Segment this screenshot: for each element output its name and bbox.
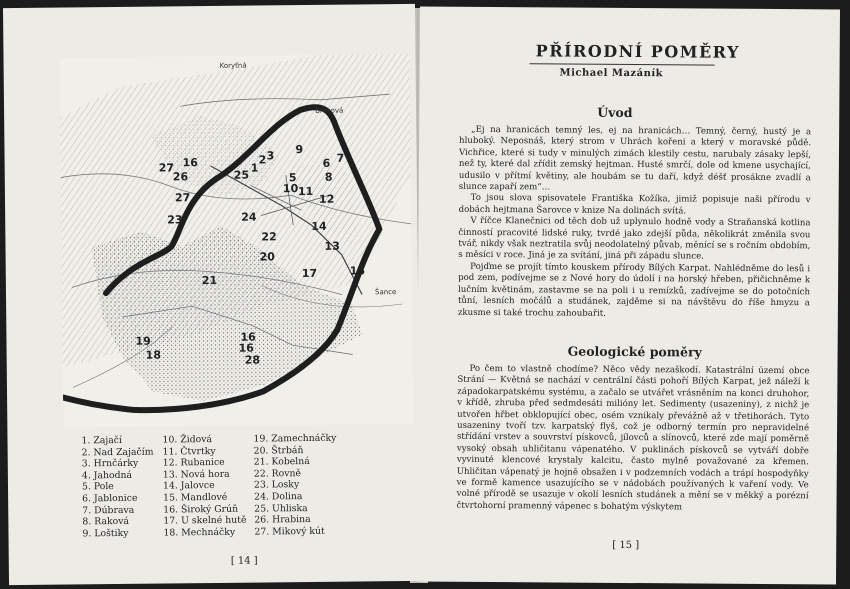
legend-item: 3. Hrnčárky bbox=[81, 457, 139, 470]
left-page bbox=[3, 4, 421, 585]
svg-text:1: 1 bbox=[250, 161, 259, 175]
svg-text:19: 19 bbox=[135, 334, 151, 348]
svg-text:16: 16 bbox=[182, 156, 198, 170]
legend-item: 17. U skelné hutě bbox=[163, 514, 247, 527]
svg-text:27: 27 bbox=[158, 161, 175, 175]
page-number-right: [ 15 ] bbox=[612, 539, 640, 552]
legend-item: 23. Losky bbox=[253, 479, 300, 491]
section-heading-geology: Geologické poměry bbox=[567, 343, 702, 360]
legend-item: 7. Dúbrava bbox=[82, 504, 135, 516]
page-title: PŘÍRODNÍ POMĚRY bbox=[535, 41, 740, 62]
legend-item: 8. Raková bbox=[82, 516, 130, 528]
map-label-korytna: Koryťná bbox=[219, 61, 247, 70]
legend-item: 5. Pole bbox=[81, 481, 114, 493]
svg-text:23: 23 bbox=[167, 213, 183, 227]
legend-item: 15. Mandlové bbox=[163, 491, 228, 504]
paragraph: Pojďme se projít tímto kouskem přírody Bílých Karpat. Nahlédněme do lesů i pod zem, podívejme se z Nové hory do údolí i na horský hřeben, přičichněme k lučním květinám, zastavme se na poli i u remízků, zadívejme se do potočních tůní, lesních močálů a studánek, zajděme si na návštěvu do říše hmyzu a zkusme si také trochu zahoubařit. bbox=[457, 261, 811, 319]
paragraph: „Ej na hranicách temný les, ej na hranicách… Temný, černý, hustý je a hluboký. Neposnáš, který strom v Uhrách kořeni a který v moravské půdě. Vichřice, které si tudy v minulých zimách klestily cestu, narubaly zásaky lepší, než ty, které dal zřídit zemský hejtman. Husté smrčí, dole od kmene usychající, udusilo v přítmí květiny, ale houbám se tu daří, když déšť prosákne zvadlí a slunce zapaří zem“… bbox=[458, 124, 812, 193]
legend-item: 24. Dolina bbox=[254, 491, 303, 503]
svg-text:20: 20 bbox=[259, 250, 275, 264]
svg-text:11: 11 bbox=[297, 184, 314, 199]
legend-item: 20. Štrbáň bbox=[253, 444, 304, 457]
svg-text:5: 5 bbox=[288, 171, 297, 185]
legend-item: 11. Čtvrtky bbox=[162, 445, 216, 458]
svg-text:13: 13 bbox=[324, 239, 340, 253]
svg-text:21: 21 bbox=[201, 273, 218, 288]
svg-text:27: 27 bbox=[174, 191, 191, 205]
author-name: Michael Mazáník bbox=[559, 67, 664, 80]
right-page bbox=[416, 7, 840, 585]
legend-item: 14. Jalovce bbox=[162, 480, 215, 492]
legend-item: 6. Jablonice bbox=[82, 492, 138, 505]
map-legend-column-3 bbox=[253, 433, 337, 538]
legend-item: 1. Zajačí bbox=[81, 434, 123, 447]
map-label-brezova: Březová bbox=[315, 106, 344, 115]
map-legend-column-1 bbox=[81, 435, 154, 540]
legend-item: 19. Zamechnáčky bbox=[253, 432, 337, 445]
legend-item: 2. Nad Zajačím bbox=[81, 446, 154, 458]
svg-text:28: 28 bbox=[244, 353, 261, 367]
svg-text:2: 2 bbox=[258, 153, 267, 167]
legend-item: 18. Mechnáčky bbox=[163, 526, 236, 539]
legend-item: 22. Rovně bbox=[253, 467, 302, 480]
title-divider bbox=[530, 63, 715, 65]
svg-text:16: 16 bbox=[240, 330, 256, 344]
page-number-left: [ 14 ] bbox=[230, 555, 258, 567]
svg-text:6: 6 bbox=[322, 156, 331, 170]
svg-text:16: 16 bbox=[238, 341, 254, 355]
legend-item: 4. Jahodná bbox=[81, 469, 133, 482]
paragraph: To jsou slova spisovatele Františka Kožíka, jimiž popisuje naši přírodu v dobách hejtmana Šarovce v knize Na dolinách svítá. bbox=[458, 193, 811, 217]
legend-item: 26. Hrabina bbox=[254, 514, 311, 526]
svg-text:22: 22 bbox=[261, 230, 277, 244]
svg-text:18: 18 bbox=[145, 348, 162, 362]
legend-item: 12. Rubanice bbox=[162, 457, 225, 469]
legend-item: 27. Mikový kút bbox=[254, 525, 325, 538]
legend-item: 25. Uhliska bbox=[254, 502, 308, 515]
paragraph: V říčce Klanečnici od těch dob už uplynulo hodně vody a Straňanská kotlina činností pracovité lidské ruky, tvrdé jako zdejší půda, několikrát změnila svou tvář, nikdy však neztratila svůj neodolatelný půvab, měnící se s ročním obdobím, s měsíci v roce. Jiná je za svítání, jiná při západu slunce. bbox=[458, 216, 811, 262]
svg-text:25: 25 bbox=[233, 168, 250, 182]
svg-text:9: 9 bbox=[295, 143, 304, 157]
svg-text:8: 8 bbox=[324, 170, 333, 184]
svg-text:26: 26 bbox=[172, 170, 189, 184]
regional-map bbox=[60, 54, 414, 428]
legend-item: 21. Kobelná bbox=[253, 456, 310, 468]
svg-text:14: 14 bbox=[311, 219, 327, 233]
geology-text bbox=[456, 364, 809, 515]
svg-text:17: 17 bbox=[301, 266, 318, 281]
section-heading-intro: Úvod bbox=[597, 104, 633, 121]
legend-item: 10. Židová bbox=[162, 434, 213, 446]
legend-item: 16. Široký Grúň bbox=[163, 503, 239, 516]
intro-text bbox=[458, 125, 811, 321]
legend-item: 9. Loštiky bbox=[82, 527, 129, 540]
map-label-sance: Šance bbox=[374, 288, 397, 297]
paragraph: Po čem to vlastně chodíme? Něco vědy nezaškodí. Katastrální území obce Strání — Květná se nachází v centrální části pohoří Bílých Karpat, jež náleží k západokarpatskému systému, a začalo se utvářet vrásněním na konci druhohor, v křídě, zhruba před sedmdesáti milióny let. Sedimenty (usazeniny), z nichž je utvořen hřbet obklopující obec, osém vznikaly převážně až v třetihorách. Tyto usazeniny tvoří tzv. karpatský flyš, což je odborný termín pro nepravidelné střídání vrstev a souvrství pískovců, jílovců a slínovců, které zde mají poměrně vysoký obsah uhličitanu vápenatého. V puklinách pískovců se vytváří dobře vyvinuté klencové krystaly kalcitu, často mylně považované za křemen. Uhličitan vápenatý je hojně obsažen i v podzemních vodách a trápí hospodyňky ve formě kamence usazujícího se v nádobách používaných k vaření vody. Ve volné přírodě se usazuje v okolí lesních studánek a mění se v měkký a porézní čtvrtohorní pramenný vápenec s bohatým výskytem bbox=[456, 363, 810, 513]
map-legend-column-2 bbox=[162, 434, 246, 539]
svg-text:7: 7 bbox=[336, 151, 345, 165]
svg-text:10: 10 bbox=[282, 182, 299, 196]
svg-text:15: 15 bbox=[349, 264, 366, 278]
svg-text:3: 3 bbox=[266, 149, 275, 163]
svg-text:24: 24 bbox=[241, 210, 257, 224]
legend-item: 13. Nová hora bbox=[162, 468, 230, 481]
svg-text:12: 12 bbox=[318, 192, 335, 206]
